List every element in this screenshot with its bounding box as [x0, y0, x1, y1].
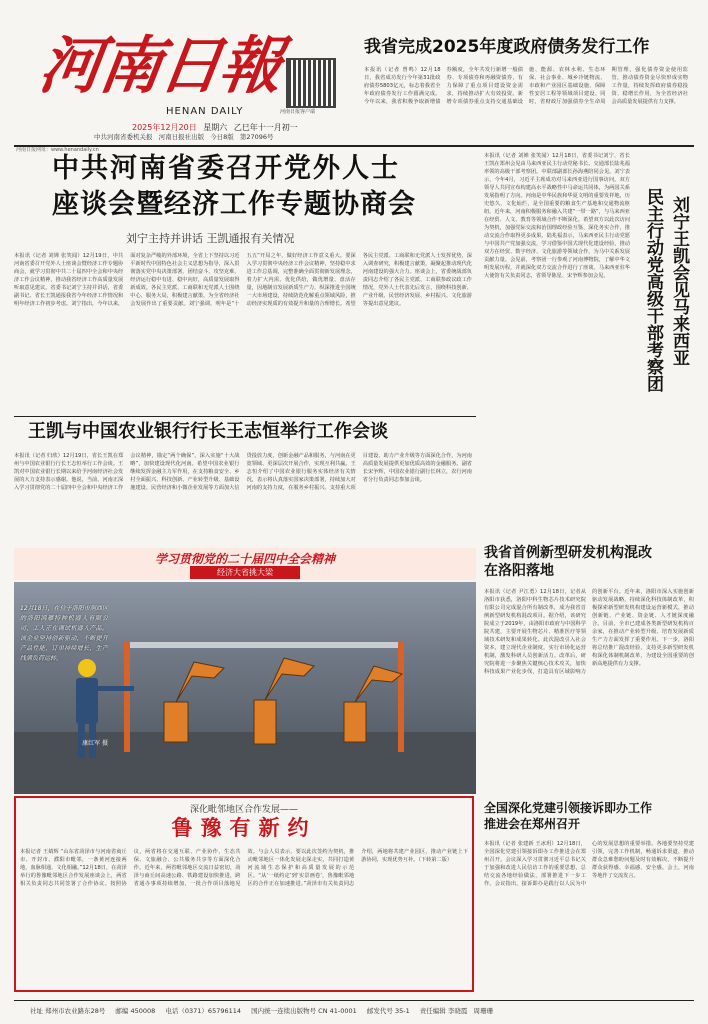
feature-story-body: 本报记者 王婧辉 “山东省菏泽市与河南省商丘市、开封市、濮阳市毗邻，一条黄河连接两地，血脉相通、文化相融。”12月18日，在菏泽举行的鲁豫毗邻地区合作发展座谈会上，两省相关负责同志共同签署了合作协议。按照协议，两省将在交通互联、产业协作、生态共保、文旅融合、公共服务共享等方面深化合作。近年来，两省毗邻地区交流日益密切，菏泽与商丘间高速公路、铁路建设加快推进，跨省通办事项持续增加，一批合作项目落地见效。与会人员表示，要以此次签约为契机，推动毗邻地区一体化发展走深走实，共同打造黄河流域生态保护和高质量发展的示范区。“从‘一纸约定’到‘实景画卷’，鲁豫毗邻地区的合作正在加速推进。”菏泽市有关负责同志介绍，两地将共建产业园区，推动产业链上下游协同，实现优势互补。（下转第二版） [20, 849, 468, 887]
pages: 今日8版 [210, 133, 234, 141]
banner-subtitle: 经济大省挑大梁 [190, 566, 300, 579]
petition-story [484, 800, 696, 992]
footer-editor: 责任编辑 李晓霞 [419, 1007, 468, 1015]
investment-story-title-1: 我省首例新型研发机构混改 [484, 545, 652, 561]
photo-caption [20, 604, 108, 754]
petition-story-body: 本报讯（记者 张建新 王冰玥）12月18日，全国深化党建引领接诉即办工作推进会在郑州召开。会议深入学习贯彻习近平总书记关于加强和改进人民信访工作的重要思想，总结交流各地经验做法，部署推进下一步工作。会议指出，接诉即办是践行以人民为中心的发展思想的重要举措。各地要坚持党建引领，完善工作机制，畅通诉求渠道，推动群众急难愁盼问题及时有效解决，不断提升群众获得感、幸福感、安全感。会上，河南等地作了交流发言。 [484, 841, 694, 887]
qr-code [286, 58, 336, 108]
lead-story-body: 本报讯（记者 刘婵 张笑闻）12月19日，中共河南省委召开党外人士座谈会暨经济工作专题协商会，就学习贯彻中共二十届四中全会和中央经济工作会议精神，推动我省经济工作高质量发展听取意见建议。省委书记刘宁主持并讲话，省委副书记、省长王凯通报我省今年经济工作情况和明年经济工作初步考虑。刘宁指出，今年以来，面对复杂严峻的外部环境，全省上下坚持以习近平新时代中国特色社会主义思想为指导，深入贯彻落实党中央决策部署，团结奋斗、攻坚克难，经济运行稳中有进、稳中向好，高质量发展取得新成效。各民主党派、工商联和无党派人士围绕中心、服务大局，积极建言献策，为全省经济社会发展作出了重要贡献。刘宁强调，明年是“十五五”开局之年，做好经济工作意义重大。要深入学习贯彻中央经济工作会议精神，坚持稳中求进工作总基调，完整准确全面贯彻新发展理念，着力扩大内需、优化供给，做优增量、盘活存量，因地制宜发展新质生产力，纵深推进全国统一大市场建设，持续防范化解重点领域风险，推动经济实现质的有效提升和量的合理增长。希望各民主党派、工商联和无党派人士发挥优势，深入调查研究，积极建言献策，凝聚起推动现代化河南建设的强大合力。座谈会上，省委统战部负责同志介绍了各民主党派、工商联参政议政工作情况，党外人士代表先后发言，围绕科技创新、产业升级、民营经济发展、乡村振兴、文化旅游等提出意见建议。 [14, 253, 472, 307]
factory-photo [14, 582, 476, 794]
right-story-body: 本报讯（记者 刘婵 张笑闻）12月18日，省委书记刘宁、省长王凯在郑州会见由马来西亚民主行动党秘书长、交通部长陆兆福率领的高级干部考察团。中联部副部长孙海燕陪同会见。刘宁表示，今年4月，习近平主席成功对马来西亚进行国事访问，双方领导人共同宣布构建高水平战略性中马命运共同体，为两国关系发展指明了方向。河南是中华民族和华夏文明的重要发祥地，历史悠久、文化灿烂，是全国重要的粮食生产基地和交通物流枢纽。近年来，河南积极服务和融入共建“一带一路”，与马来西亚在经贸、人文、教育等领域合作不断深化。希望双方以此次访问为契机，加强党际交流和治国理政经验互鉴，深化务实合作，推动交流合作取得更多成果。陆兆福表示，马来西亚民主行动党愿与中国共产党加强交流，学习借鉴中国式现代化建设经验，推动双方在经贸、数字经济、文化旅游等领域合作，为马中关系发展贡献力量。会见前，考察团一行参观了河南博物院，了解中华文明发展历程，并就深化双方交流合作进行了座谈。马来西亚驻华大使馆有关负责同志，省领导陈星、宋争辉参加会见。 [484, 153, 630, 279]
right-story-title-1: 刘宁王凯会见马来西亚 [669, 196, 689, 366]
footer-designer: 周珊珊 [473, 1007, 493, 1015]
weekday: 星期六 [203, 123, 228, 132]
top-story-body: 本报讯（记者 曾鸣）12月18日，我省成功发行今年第31批政府债券5803亿元，标志着我省全年政府债券发行工作圆满完成。今年以来，我省积极争取新增债券额度，全年共发行新增一般债券、专项债券和再融资债券，有力保障了重点项目建设资金需求，持续推动扩大有效投资。新增专项债券重点支持交通基础设施、能源、农林水利、生态环保、社会事业、城乡冷链物流、市政和产业园区基础设施、保障性安居工程等领域项目建设。同时，省财政厅加强债券全生命周期管理，强化债券资金使用监管，推动债券资金尽快形成实物工作量，持续发挥政府债券稳投资、稳增长作用，为全省经济社会高质量发展提供有力支撑。 [364, 67, 688, 105]
petition-story-title-1: 全国深化党建引领接诉即办工作 [484, 801, 653, 815]
feature-story [14, 796, 474, 992]
date: 2025年12月20日 [132, 123, 197, 132]
banner-title: 学习贯彻党的二十届四中全会精神 [154, 552, 335, 566]
divider [14, 145, 694, 147]
logo-text: 河南日報 [34, 29, 286, 102]
feature-story-tag: 深化毗邻地区合作发展—— [189, 805, 298, 815]
qr-label: 河南日报客户端 [280, 109, 316, 115]
petition-story-title-2: 推进会在郑州召开 [484, 817, 581, 831]
site: 河南日报社出版 [158, 133, 205, 141]
footer-mail: 邮发代号 35-1 [366, 1007, 410, 1015]
photo-caption-text: 12月18日，在位于洛阳市涧西区的洛阳鸿雁特种机器人有限公司，工人正在调试机器人产品。该企业坚持创新驱动，不断提升产品性能，订单持续增长，生产线满负荷运转。 [20, 605, 108, 662]
investment-story-body: 本报讯（记者 尹江勇）12月18日，记者从洛阳市获悉，洛阳中科生物芯片技术研究院有限公司完成混合所有制改革，成为我省首例新型研发机构混改项目。据介绍，该研究院成立于2019年，由洛阳市政府与中国科学院共建，主要开展生物芯片、精准医疗等领域技术研发和成果转化。此次混改引入社会资本，建立现代企业制度，实行市场化运营机制，激发科研人员创新活力。改革后，研究院将进一步聚焦关键核心技术攻关，加快科技成果产业化步伐，打造具有区域影响力的创新平台。近年来，洛阳市深入实施创新驱动发展战略，持续深化科技体制改革，积极探索新型研发机构建设运营新模式，推动创新链、产业链、资金链、人才链深度融合。目前，全市已建成各类新型研发机构百余家，在推动产业转型升级、培育发展新质生产力方面发挥了重要作用。下一步，洛阳将总结推广混改经验，支持更多新型研发机构深化体制机制改革，为建设全国重要的创新高地提供有力支撑。 [484, 589, 694, 675]
wangkai-story [14, 420, 474, 544]
publisher: 中共河南省委机关报 [94, 133, 153, 141]
right-story [484, 152, 696, 532]
logo [34, 29, 286, 102]
footer-rule [14, 1000, 694, 1001]
banner [14, 548, 476, 580]
footer [30, 1006, 690, 1015]
logo-english: HENAN DAILY [166, 106, 244, 117]
footer-phone: 电话（0371）65796114 [165, 1007, 242, 1015]
publisher-line [94, 132, 274, 141]
photo-credit: 康红军 摄 [82, 740, 108, 747]
right-story-title-2: 民主行动党高级干部考察团 [643, 188, 663, 392]
wangkai-story-title: 王凯与中国农业银行行长王志恒举行工作会谈 [28, 421, 388, 442]
footer-codes: 国内统一连续出版物号 CN 41-0001 [251, 1007, 357, 1015]
lead-story-title-2: 座谈会暨经济工作专题协商会 [52, 189, 416, 220]
divider [14, 416, 476, 417]
lead-story-title-1: 中共河南省委召开党外人士 [52, 153, 400, 184]
top-story-title: 我省完成2025年度政府债务发行工作 [364, 37, 650, 57]
lead-story [14, 152, 474, 412]
lead-story-subtitle: 刘宁主持并讲话 王凯通报有关情况 [126, 232, 295, 245]
website: 河南日报网址：www.henandaily.cn [16, 147, 99, 153]
feature-story-title: 鲁豫有新约 [171, 816, 317, 840]
lunar-date: 乙巳年十一月初一 [233, 123, 298, 132]
footer-postcode: 邮编 450008 [115, 1007, 156, 1015]
top-story [340, 36, 696, 140]
issue: 第27096号 [239, 133, 274, 141]
investment-story [484, 544, 696, 794]
footer-address: 社址 郑州市农业路东28号 [30, 1007, 106, 1015]
investment-story-title-2: 在洛阳落地 [484, 563, 554, 579]
wangkai-story-body: 本报讯（记者 归欣）12月19日，省长王凯在郑州与中国农业银行行长王志恒举行工作会谈。王凯对中国农业银行长期以来给予河南经济社会发展的大力支持表示感谢。他说，当前，河南正深入学习贯彻党的二十届四中全会和中央经济工作会议精神，锚定“两个确保”，深入实施“十大战略”，加快建设现代化河南。希望中国农业银行继续发挥金融主力军作用，在支持粮食安全、乡村全面振兴、科技创新、产业转型升级、基础设施建设、民营经济和小微企业发展等方面加大信贷投放力度，创新金融产品和服务，与河南在更宽领域、更深层次开展合作，实现互利共赢。王志恒介绍了中国农业银行服务实体经济有关情况，表示将认真落实国家决策部署，持续加大对河南的支持力度，在服务乡村振兴、支持重大项目建设、助力产业升级等方面深化合作，为河南高质量发展提供更加优质高效的金融服务。副省长宋争辉，中国农业银行副行长林立，农行河南省分行负责同志参加会谈。 [14, 453, 472, 491]
